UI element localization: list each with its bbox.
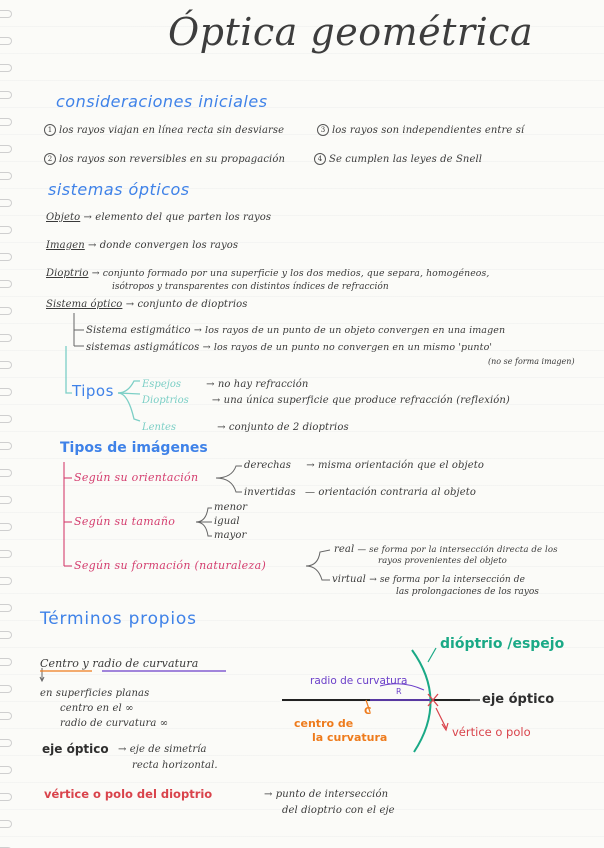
tipo-name: Espejos — [142, 379, 182, 390]
orientacion-label: Según su orientación — [74, 471, 199, 484]
tipo-dioptrios — [142, 389, 510, 407]
centro-radio-term: Centro y radio de curvatura — [40, 657, 199, 670]
diagram-dioptrio-label: dióptrio /espejo — [440, 636, 565, 652]
sistema-optico-term: Sistema óptico — [46, 299, 123, 310]
imagen-line — [46, 240, 238, 251]
consideracion-text: los rayos viajan en línea recta sin desviarse — [59, 125, 285, 136]
diagram-centro-label-1: centro de — [294, 717, 354, 730]
astigmatico-note: (no se forma imagen) — [488, 357, 575, 366]
tipo-name: Lentes — [142, 422, 177, 433]
number-badge: 3 — [317, 124, 329, 136]
tamano-label: Según su tamaño — [74, 515, 176, 528]
orientacion-invertidas — [244, 487, 476, 498]
tipo-definition: → una única superficie que produce refracción (reflexión) — [211, 395, 510, 406]
section-heading-terminos: Términos propios — [40, 609, 197, 629]
eje-optico-definition-cont: recta horizontal. — [132, 760, 218, 771]
formacion-name: real — [334, 544, 355, 555]
page-title: Óptica geométrica — [168, 10, 534, 54]
diagram-eje-label: eje óptico — [482, 692, 555, 707]
diagram-centro-label-2: la curvatura — [312, 731, 388, 744]
dioptrio-line — [46, 268, 489, 279]
tipo-definition: → conjunto de 2 dioptrios — [217, 422, 349, 433]
orientacion-name: derechas — [244, 460, 291, 471]
tamano-igual: igual — [214, 516, 240, 527]
formacion-definition: → se forma por la intersección de — [369, 575, 525, 585]
formacion-label: Según su formación (naturaleza) — [74, 559, 267, 572]
objeto-definition: → elemento del que parten los rayos — [83, 212, 272, 223]
consideracion-2 — [44, 153, 285, 165]
orientacion-definition: → misma orientación que el objeto — [306, 460, 485, 471]
imagen-term: Imagen — [46, 240, 85, 251]
estigmatico-line — [86, 325, 505, 336]
tipo-definition: → no hay refracción — [206, 379, 309, 390]
superficies-planas: en superficies planas — [40, 688, 150, 699]
tipo-lentes — [142, 416, 349, 434]
astigmatico-definition: → los rayos de un punto no convergen en un mismo 'punto' — [202, 342, 493, 353]
vertice-definition: → punto de intersección — [264, 789, 389, 800]
tipos-label: Tipos — [72, 382, 114, 400]
vertice-definition-cont: del dioptrio con el eje — [282, 805, 395, 816]
section-heading-consideraciones: consideraciones iniciales — [56, 92, 268, 111]
tipos-brace — [118, 381, 140, 393]
radio-infinito: radio de curvatura ∞ — [60, 718, 169, 729]
tamano-menor: menor — [214, 502, 248, 513]
consideracion-4 — [314, 153, 482, 165]
diagram-r-label: R — [396, 687, 402, 696]
formacion-real — [334, 544, 558, 555]
section-heading-tipos-imagenes: Tipos de imágenes — [60, 440, 208, 456]
orientacion-definition: — orientación contraria al objeto — [304, 487, 476, 498]
diagram-radio-label: radio de curvatura — [310, 675, 408, 687]
sistema-optico-definition: → conjunto de dioptrios — [125, 299, 248, 310]
orientacion-derechas — [244, 460, 484, 471]
sistema-optico-line — [46, 299, 247, 310]
estigmatico-term: Sistema estigmático — [86, 325, 191, 336]
consideracion-3 — [317, 124, 524, 136]
number-badge: 1 — [44, 124, 56, 136]
number-badge: 4 — [314, 153, 326, 165]
consideracion-text: Se cumplen las leyes de Snell — [329, 154, 483, 165]
astigmatico-term: sistemas astigmáticos — [86, 342, 200, 353]
centro-infinito: centro en el ∞ — [60, 703, 134, 714]
objeto-term: Objeto — [46, 212, 81, 223]
tamano-mayor: mayor — [214, 530, 247, 541]
formacion-virtual — [332, 574, 525, 586]
consideracion-text: los rayos son independientes entre sí — [332, 125, 525, 136]
section-heading-sistemas: sistemas ópticos — [48, 180, 190, 199]
formacion-real-cont: rayos provenientes del objeto — [378, 556, 507, 566]
formacion-name: virtual — [332, 574, 366, 585]
eje-optico-definition: → eje de simetría — [118, 744, 207, 755]
estigmatico-definition: → los rayos de un punto de un objeto convergen en una imagen — [193, 325, 506, 336]
tipo-name: Dioptrios — [142, 395, 189, 406]
diagram-c-label: C — [364, 706, 372, 717]
orientacion-name: invertidas — [244, 487, 296, 498]
tipo-espejos — [142, 373, 308, 391]
dioptrio-term: Dioptrio — [46, 268, 89, 279]
dioptrio-definition: → conjunto formado por una superficie y los dos medios, que separa, homogéneos, — [91, 268, 490, 279]
number-badge: 2 — [44, 153, 56, 165]
objeto-line — [46, 212, 271, 223]
astigmatico-line — [86, 342, 492, 353]
consideracion-text: los rayos son reversibles en su propagación — [59, 154, 286, 165]
formacion-definition: — se forma por la intersección directa de los — [357, 545, 558, 555]
dioptrio-definition-cont: isótropos y transparentes con distintos índices de refracción — [112, 282, 389, 292]
eje-optico-term: eje óptico — [42, 742, 109, 756]
formacion-virtual-cont: las prolongaciones de los rayos — [396, 587, 539, 597]
vertice-term: vértice o polo del dioptrio — [44, 787, 213, 801]
consideracion-1 — [44, 124, 284, 136]
imagen-definition: → donde convergen los rayos — [88, 240, 239, 251]
diagram-vertice-label: vértice o polo — [452, 725, 531, 739]
